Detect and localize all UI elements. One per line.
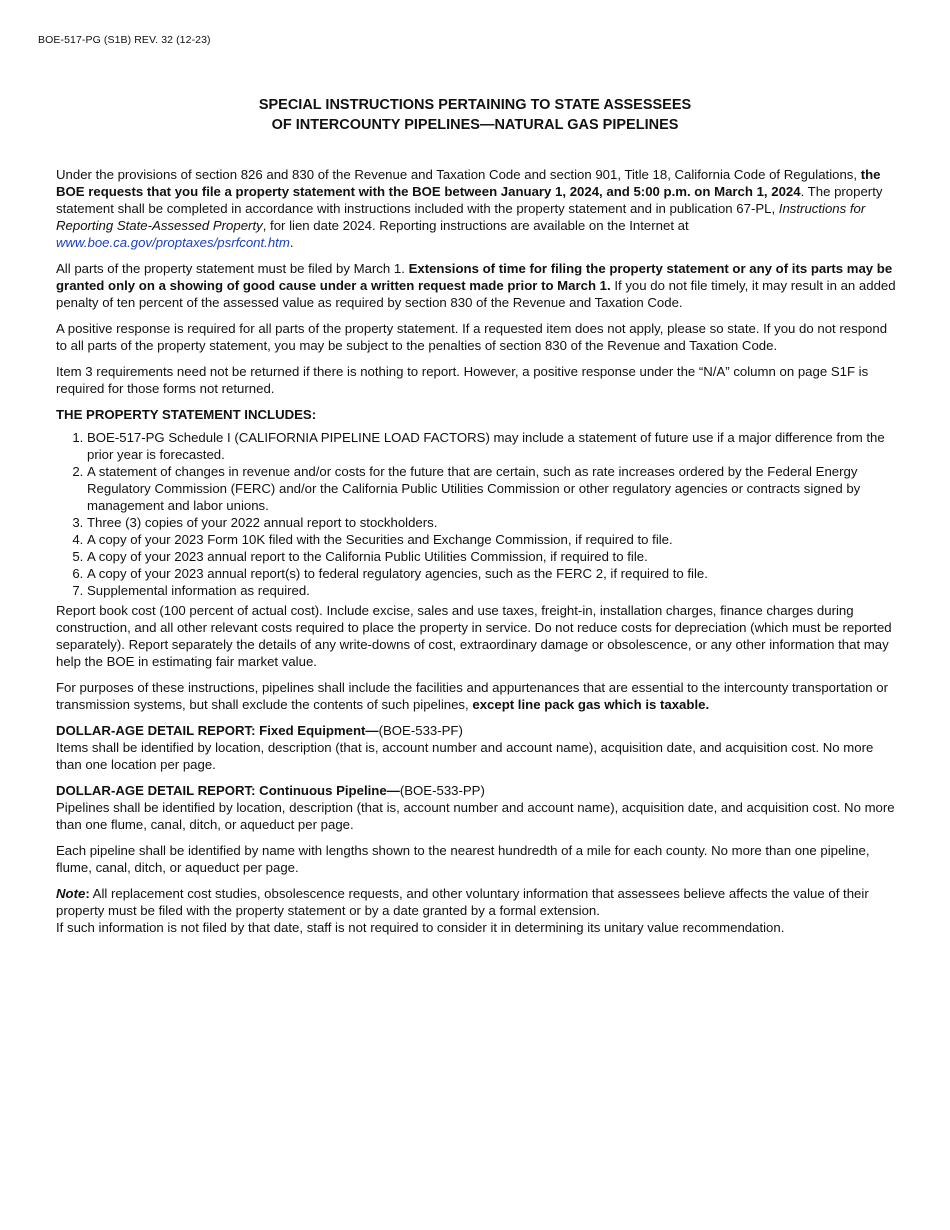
note-text: All replacement cost studies, obsolescence requests, and other voluntary information that assessees believe affects the value of their property must be filed with the property statement or by a date granted by a formal extension.: [56, 886, 869, 918]
title-line-1: SPECIAL INSTRUCTIONS PERTAINING TO STATE ASSESSEES: [258, 97, 692, 113]
filing-requirement-paragraph: Under the provisions of section 826 and 830 of the Revenue and Taxation Code and section 901, Title 18, California Code of Regulations, the BOE requests that you file a property statement with the BOE between January 1, 2024, and 5:00 p.m. on March 1, 2024. The property statement shall be completed in accordance with instructions included with the property statement and in publication 67-PL, Instructions for Reporting State-Assessed Property, for lien date 2024. Reporting instructions are available on the Internet at www.boe.ca.gov/proptaxes/psrfcont.htm.: [56, 167, 883, 250]
extension-paragraph: All parts of the property statement must be filed by March 1. Extensions of time for filing the property statement or any of its parts may be granted only on a showing of good cause under a written request made prior to March 1. If you do not file timely, it may result in an added penalty of ten percent of the assessed value as required by section 830 of the Revenue and Taxation Code.: [56, 261, 896, 310]
list-item: 7. Supplemental information as required.: [87, 582, 898, 599]
pipeline-length-paragraph: Each pipeline shall be identified by name with lengths shown to the nearest hundredth of a mile for each county. No more than one pipeline, flume, canal, ditch, or aqueduct per page.: [56, 843, 870, 875]
pipeline-definition-paragraph: For purposes of these instructions, pipelines shall include the facilities and appurtenances that are essential to the intercounty transportation or transmission systems, but shall exclude the contents of such pipelines, except line pack gas which is taxable.: [56, 680, 889, 712]
note-text-2: If such information is not filed by that date, staff is not required to consider it in determining its unitary value recommendation.: [56, 920, 785, 935]
list-item: 6. A copy of your 2023 annual report(s) to federal regulatory agencies, such as the FERC 2, if required to file.: [87, 565, 898, 582]
fixed-equipment-heading: DOLLAR-AGE DETAIL REPORT: Fixed Equipment—: [56, 723, 379, 738]
publication-title: Instructions for Reporting State-Assessed Property: [56, 201, 866, 233]
title-line-2: OF INTERCOUNTY PIPELINES—NATURAL GAS PIPELINES: [271, 117, 679, 133]
boe-website-link[interactable]: www.boe.ca.gov/proptaxes/psrfcont.htm: [56, 235, 290, 250]
continuous-pipeline-text: Pipelines shall be identified by location, description (that is, account number and account name), acquisition date, and acquisition cost. No more than one flume, canal, ditch, or aqueduct per page.: [56, 800, 895, 832]
continuous-pipeline-form-ref: (BOE-533-PP): [399, 783, 485, 798]
form-identifier: BOE-517-PG (S1B) REV. 32 (12-23): [38, 34, 211, 46]
note-label: Note: [56, 886, 86, 901]
instructions-body: [56, 166, 898, 936]
positive-response-paragraph: A positive response is required for all parts of the property statement. If a requested item does not apply, please so state. If you do not respond to all parts of the property statement, you may be subject to the penalties of section 830 of the Revenue and Taxation Code.: [56, 321, 888, 353]
continuous-pipeline-section: [56, 782, 898, 833]
list-item: 2. A statement of changes in revenue and/or costs for the future that are certain, such as rate increases ordered by the Federal Energy Regulatory Commission (FERC) and/or the California Public Utilities Commission or other regulatory agencies or contracts signed by management and labor unions.: [87, 463, 898, 514]
includes-heading: THE PROPERTY STATEMENT INCLUDES:: [56, 407, 317, 422]
item3-paragraph: Item 3 requirements need not be returned if there is nothing to report. However, a positive response under the “N/A” column on page S1F is required for those forms not returned.: [56, 364, 869, 396]
fixed-equipment-section: [56, 722, 898, 773]
list-item: 4. A copy of your 2023 Form 10K filed with the Securities and Exchange Commission, if required to file.: [87, 531, 898, 548]
book-cost-paragraph: Report book cost (100 percent of actual cost). Include excise, sales and use taxes, freight-in, installation charges, finance charges during construction, and all other relevant costs required to place the property in service. Do not reduce costs for depreciation (which must be reported separately). Report separately the details of any write-downs of cost, extraordinary damage or obsolescence, or any other information that may help the BOE in estimating fair market value.: [56, 603, 892, 669]
list-item: 1. BOE-517-PG Schedule I (CALIFORNIA PIPELINE LOAD FACTORS) may include a statement of future use if a major difference from the prior year is forecasted.: [87, 429, 898, 463]
line-pack-gas-text: except line pack gas which is taxable.: [472, 697, 710, 712]
note-paragraph: Note: All replacement cost studies, obsolescence requests, and other voluntary information that assessees believe affects the value of their property must be filed with the property statement or by a date granted by a formal extension. If such information is not filed by that date, staff is not required to consider it in determining its unitary value recommendation.: [56, 886, 869, 935]
continuous-pipeline-heading: DOLLAR-AGE DETAIL REPORT: Continuous Pipeline—: [56, 783, 400, 798]
extension-rule-text: Extensions of time for filing the property statement or any of its parts may be granted only on a showing of good cause under a written request made prior to March 1.: [56, 261, 893, 293]
fixed-equipment-form-ref: (BOE-533-PF): [378, 723, 463, 738]
list-item: 5. A copy of your 2023 annual report to the California Public Utilities Commission, if required to file.: [87, 548, 898, 565]
fixed-equipment-text: Items shall be identified by location, description (that is, account number and account name), acquisition date, and acquisition cost. No more than one location per page.: [56, 740, 874, 772]
page-title: [0, 95, 950, 135]
list-item: 3. Three (3) copies of your 2022 annual report to stockholders.: [87, 514, 898, 531]
includes-list: [56, 429, 898, 599]
filing-deadline-text: the BOE requests that you file a property statement with the BOE between January 1, 2024, and 5:00 p.m. on March 1, 2024: [56, 167, 881, 199]
